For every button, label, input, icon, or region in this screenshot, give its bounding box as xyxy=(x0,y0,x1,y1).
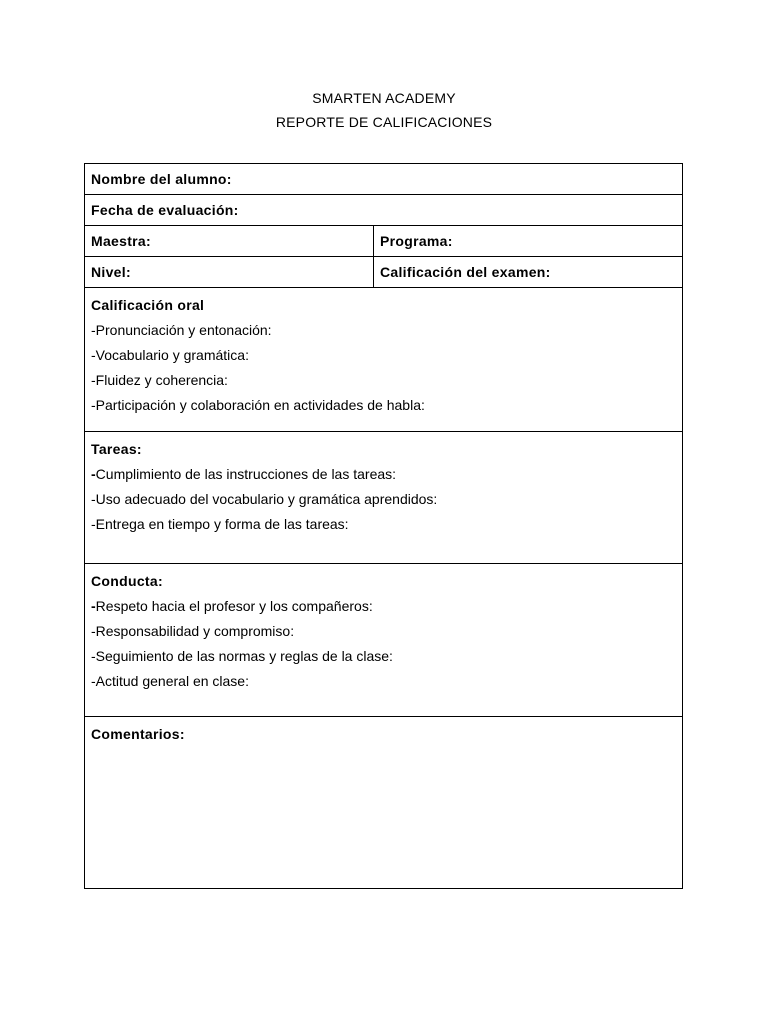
conducta-section-row xyxy=(85,564,683,717)
comentarios-section-title: Comentarios: xyxy=(91,726,185,742)
school-name: SMARTEN ACADEMY xyxy=(312,90,456,106)
tareas-item-text: Cumplimiento de las instrucciones de las tareas: xyxy=(95,466,397,482)
oral-section-row xyxy=(85,288,683,432)
conducta-item: -Seguimiento de las normas y reglas de la clase: xyxy=(91,648,393,664)
tareas-item: -Entrega en tiempo y forma de las tareas: xyxy=(91,516,349,532)
exam-grade-label: Calificación del examen: xyxy=(380,264,551,280)
conducta-item-text: Respeto hacia el profesor y los compañeros: xyxy=(95,598,373,614)
conducta-section-title: Conducta: xyxy=(91,573,163,589)
tareas-section-row xyxy=(85,432,683,564)
student-name-field[interactable] xyxy=(85,164,683,195)
document-header xyxy=(0,86,768,134)
oral-item: -Pronunciación y entonación: xyxy=(91,322,272,338)
oral-item: -Fluidez y coherencia: xyxy=(91,372,228,388)
tareas-section[interactable] xyxy=(85,432,683,564)
eval-date-label: Fecha de evaluación: xyxy=(91,202,239,218)
comentarios-section-row xyxy=(85,717,683,889)
oral-item: -Participación y colaboración en actividades de habla: xyxy=(91,397,425,413)
level-label: Nivel: xyxy=(91,264,131,280)
tareas-section-title: Tareas: xyxy=(91,441,142,457)
program-field[interactable] xyxy=(374,226,683,257)
bullet-dash: - xyxy=(91,466,96,482)
report-title: REPORTE DE CALIFICACIONES xyxy=(275,114,493,130)
conducta-section[interactable] xyxy=(85,564,683,717)
level-field[interactable] xyxy=(85,257,374,288)
level-grade-row xyxy=(85,257,683,288)
oral-section[interactable] xyxy=(85,288,683,432)
bullet-dash: - xyxy=(91,598,96,614)
exam-grade-field[interactable] xyxy=(374,257,683,288)
eval-date-row xyxy=(85,195,683,226)
teacher-program-row xyxy=(85,226,683,257)
student-name-label: Nombre del alumno: xyxy=(91,171,232,187)
conducta-item: -Actitud general en clase: xyxy=(91,673,249,689)
report-card-table xyxy=(84,163,683,889)
teacher-field[interactable] xyxy=(85,226,374,257)
tareas-item xyxy=(91,462,676,487)
tareas-item: -Uso adecuado del vocabulario y gramática aprendidos: xyxy=(91,491,438,507)
eval-date-field[interactable] xyxy=(85,195,683,226)
comentarios-section[interactable] xyxy=(85,717,683,889)
student-name-row xyxy=(85,164,683,195)
conducta-item: -Responsabilidad y compromiso: xyxy=(91,623,295,639)
conducta-item xyxy=(91,594,676,619)
program-label: Programa: xyxy=(380,233,453,249)
oral-section-title: Calificación oral xyxy=(91,297,205,313)
oral-item: -Vocabulario y gramática: xyxy=(91,347,249,363)
teacher-label: Maestra: xyxy=(91,233,151,249)
